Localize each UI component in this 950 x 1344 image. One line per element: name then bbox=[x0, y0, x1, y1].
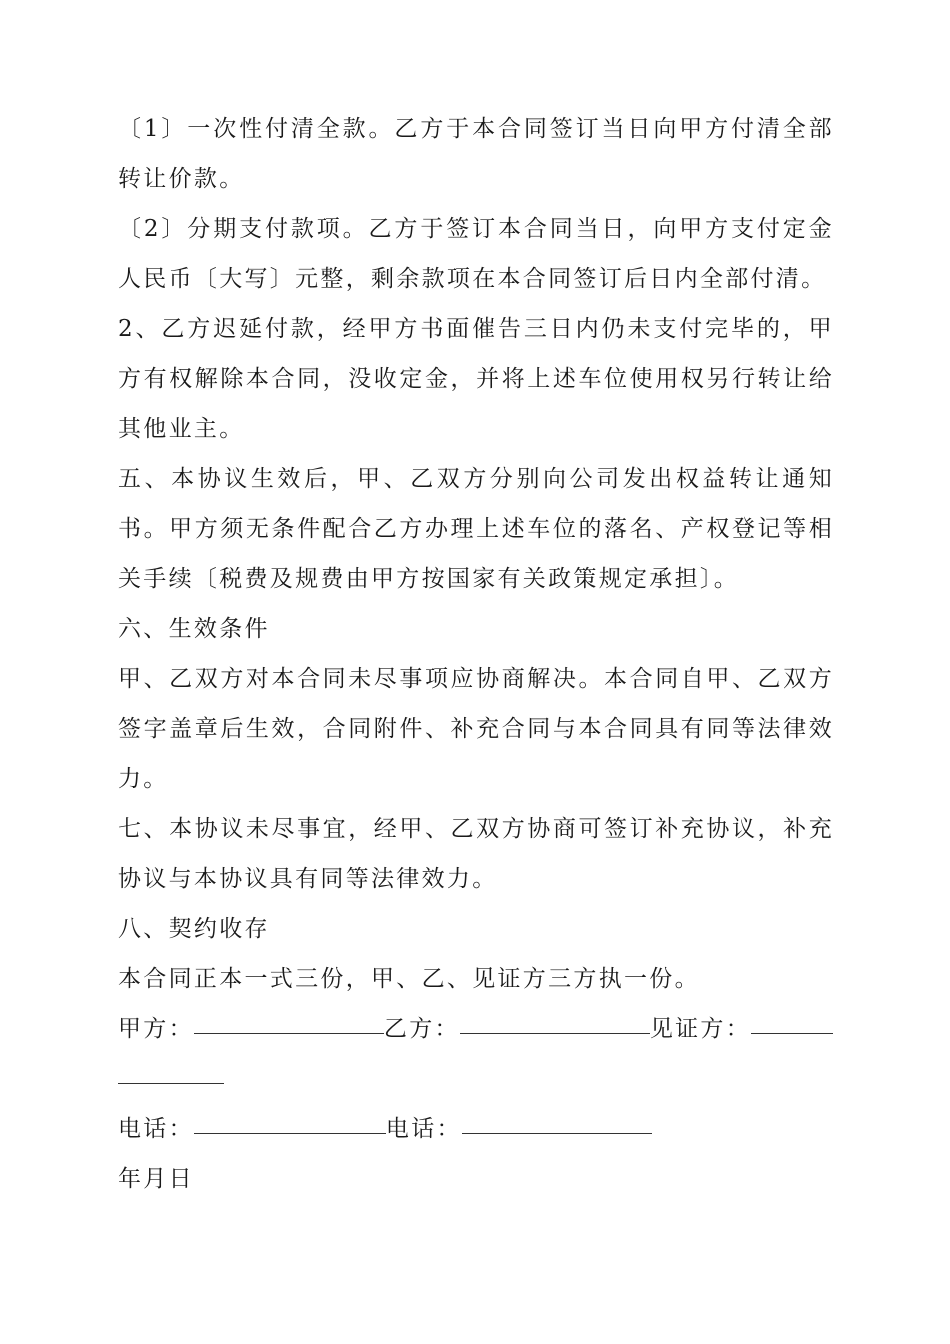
party-b-blank bbox=[460, 1032, 650, 1034]
document-body bbox=[118, 104, 834, 1204]
paragraph-payment-installment: 〔2〕分期支付款项。乙方于签订本合同当日，向甲方支付定金人民币〔大写〕元整，剩余款项在本合同签订后日内全部付清。 bbox=[118, 216, 834, 292]
phone-a-label: 电话： bbox=[118, 1116, 194, 1142]
witness-blank bbox=[751, 1032, 833, 1034]
paragraph-effective-conditions: 甲、乙双方对本合同未尽事项应协商解决。本合同自甲、乙双方签字盖章后生效，合同附件、补充合同与本合同具有同等法律效力。 bbox=[118, 666, 834, 792]
signature-phone-line bbox=[118, 1104, 834, 1154]
heading-section-six: 六、生效条件 bbox=[118, 616, 270, 642]
paragraph-late-payment: 2、乙方迟延付款，经甲方书面催告三日内仍未支付完毕的，甲方有权解除本合同，没收定金，并将上述车位使用权另行转让给其他业主。 bbox=[118, 316, 834, 442]
phone-b-label: 电话： bbox=[385, 1116, 462, 1142]
party-b-label: 乙方： bbox=[383, 1016, 460, 1042]
signature-continuation-line bbox=[118, 1054, 834, 1104]
phone-b-blank bbox=[462, 1132, 652, 1134]
heading-section-eight: 八、契约收存 bbox=[118, 916, 270, 942]
paragraph-section-seven: 七、本协议未尽事宜，经甲、乙双方协商可签订补充协议，补充协议与本协议具有同等法律效力。 bbox=[118, 816, 834, 892]
phone-a-blank bbox=[194, 1132, 386, 1134]
paragraph-section-five: 五、本协议生效后，甲、乙双方分别向公司发出权益转让通知书。甲方须无条件配合乙方办理上述车位的落名、产权登记等相关手续〔税费及规费由甲方按国家有关政策规定承担〕。 bbox=[118, 466, 834, 592]
party-a-blank bbox=[194, 1032, 384, 1034]
party-a-label: 甲方： bbox=[118, 1016, 194, 1042]
signature-parties-line bbox=[118, 1004, 834, 1054]
date-line: 年月日 bbox=[118, 1166, 194, 1192]
paragraph-copies: 本合同正本一式三份，甲、乙、见证方三方执一份。 bbox=[118, 966, 700, 992]
witness-blank-continued bbox=[118, 1082, 224, 1084]
witness-label: 见证方： bbox=[649, 1016, 752, 1042]
paragraph-payment-full: 〔1〕一次性付清全款。乙方于本合同签订当日向甲方付清全部转让价款。 bbox=[118, 116, 834, 192]
